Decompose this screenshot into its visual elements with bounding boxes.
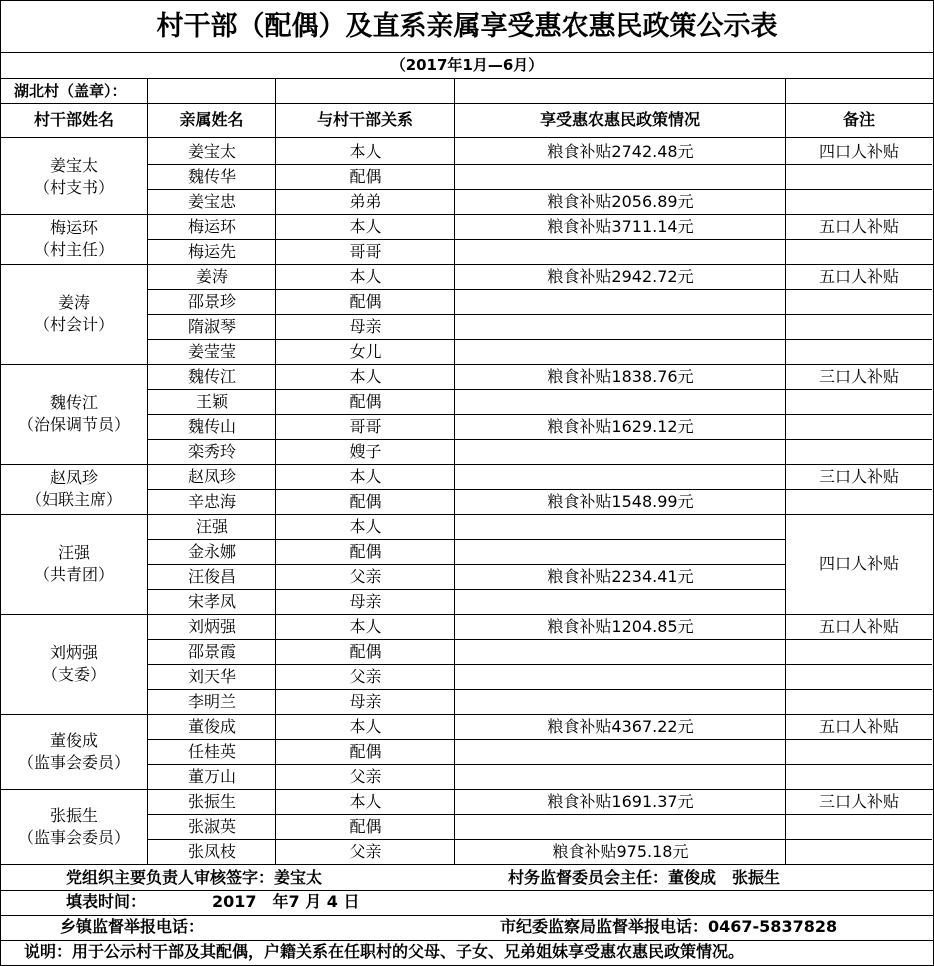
cadre-name: 张振生 — [49, 805, 98, 825]
cadre-role: （监事会委员） — [17, 827, 130, 847]
benefit: 粮食补贴975.18元 — [552, 841, 689, 861]
footer-rule — [0, 915, 934, 916]
benefit — [455, 239, 786, 264]
note-cell — [786, 489, 932, 514]
relation: 父亲 — [349, 766, 382, 786]
header-bottom-rule — [0, 137, 934, 138]
row-rule — [148, 814, 932, 815]
sheet-period: （2017年1月—6月） — [390, 55, 544, 74]
benefit — [455, 639, 786, 664]
header-relative-name: 亲属姓名 — [179, 110, 244, 130]
note-cell — [786, 189, 932, 214]
group-rule — [0, 364, 934, 365]
benefit: 粮食补贴3711.14元 — [547, 216, 694, 236]
relation: 本人 — [349, 141, 382, 161]
relative-name: 梅运先 — [187, 241, 236, 261]
relative-name: 李明兰 — [187, 691, 236, 711]
benefit — [455, 289, 786, 314]
relative-name: 姜宝忠 — [187, 191, 236, 211]
cadre-name: 董俊成 — [49, 730, 98, 750]
relation: 本人 — [349, 266, 382, 286]
header-benefit: 享受惠农惠民政策情况 — [539, 110, 700, 130]
note-cell — [786, 239, 932, 264]
relation: 哥哥 — [349, 241, 382, 261]
relation: 配偶 — [349, 491, 382, 511]
relative-name: 张振生 — [187, 791, 236, 811]
cadre-name: 汪强 — [57, 543, 90, 563]
benefit — [455, 739, 786, 764]
row-rule — [148, 589, 786, 590]
benefit — [455, 389, 786, 414]
relative-name: 姜莹莹 — [187, 341, 236, 361]
relative-name: 隋淑琴 — [187, 316, 236, 336]
relative-name: 汪强 — [195, 516, 228, 536]
note-cell: 五口人补贴 — [818, 266, 899, 286]
header-relation: 与村干部关系 — [316, 110, 413, 130]
note-cell — [786, 739, 932, 764]
note-cell: 五口人补贴 — [818, 216, 899, 236]
cadre-cell — [1, 614, 147, 714]
relation: 配偶 — [349, 741, 382, 761]
cadre-role: （共青团） — [33, 565, 114, 584]
relation: 本人 — [349, 366, 382, 386]
relation: 嫂子 — [349, 441, 382, 461]
relation: 母亲 — [349, 691, 382, 711]
column-rule — [147, 78, 148, 864]
cadre-name: 梅运环 — [49, 218, 98, 238]
note-cell — [786, 664, 932, 689]
benefit — [455, 689, 786, 714]
fill-date: 2017 年7 月 4 日 — [212, 892, 360, 912]
relation: 配偶 — [349, 816, 382, 836]
cadre-role: （支委） — [41, 665, 106, 684]
row-rule — [148, 564, 786, 565]
benefit: 粮食补贴2742.48元 — [547, 141, 694, 161]
note-cell — [786, 814, 932, 839]
note-cell — [786, 164, 932, 189]
cadre-role: （村支书） — [33, 177, 114, 197]
note-cell — [786, 414, 932, 439]
fill-date-label: 填表时间： — [66, 892, 147, 912]
relative-name: 金永娜 — [187, 541, 236, 561]
benefit — [455, 589, 786, 614]
row-rule — [148, 389, 932, 390]
cadre-name: 魏传江 — [49, 393, 98, 413]
benefit — [455, 339, 786, 364]
village-stamp-label: 湖北村（盖章）： — [14, 81, 127, 100]
benefit: 粮食补贴1838.76元 — [547, 366, 694, 386]
benefit — [455, 764, 786, 789]
row-rule — [148, 439, 932, 440]
note-cell: 三口人补贴 — [818, 366, 899, 386]
relative-name: 栾秀玲 — [187, 441, 236, 461]
benefit: 粮食补贴1204.85元 — [547, 616, 694, 636]
row-rule — [148, 339, 932, 340]
cadre-role: （治保调节员） — [17, 415, 130, 434]
relation: 父亲 — [349, 566, 382, 586]
cadre-cell — [1, 514, 147, 614]
explanation-note: 说明：用于公示村干部及其配偶，户籍关系在任职村的父母、子女、兄弟姐妹享受惠农惠民政策情况。 — [24, 942, 745, 962]
relation: 本人 — [349, 466, 382, 486]
benefit: 粮食补贴1629.12元 — [547, 416, 694, 436]
relation: 配偶 — [349, 541, 382, 561]
benefit — [455, 464, 786, 489]
relation: 配偶 — [349, 641, 382, 661]
column-rule — [785, 78, 786, 864]
relation: 女儿 — [349, 341, 382, 361]
cadre-role: （妇联主席） — [25, 490, 122, 509]
note-cell: 五口人补贴 — [818, 616, 899, 636]
cadre-cell — [1, 214, 147, 264]
relative-name: 赵凤珍 — [187, 466, 236, 486]
supervision-committee-director: 村务监督委员会主任：董俊成 张振生 — [508, 868, 781, 888]
benefit: 粮食补贴2942.72元 — [547, 266, 694, 286]
note-cell — [786, 314, 932, 339]
row-rule — [148, 164, 932, 165]
period-divider — [0, 78, 934, 79]
row-rule — [148, 664, 932, 665]
cadre-cell — [1, 139, 147, 214]
relation: 母亲 — [349, 591, 382, 611]
note-cell — [786, 339, 932, 364]
relative-name: 董万山 — [187, 766, 236, 786]
relative-name: 张淑英 — [187, 816, 236, 836]
relative-name: 刘天华 — [187, 666, 236, 686]
row-rule — [148, 239, 932, 240]
group-rule — [0, 714, 934, 715]
row-rule — [148, 289, 932, 290]
relation: 本人 — [349, 716, 382, 736]
group-rule — [0, 864, 934, 865]
relative-name: 魏传华 — [187, 166, 236, 186]
relation: 母亲 — [349, 316, 382, 336]
border-left — [0, 0, 1, 966]
group-rule — [0, 464, 934, 465]
relation: 哥哥 — [349, 416, 382, 436]
benefit — [455, 314, 786, 339]
note-cell — [786, 839, 932, 864]
row-rule — [148, 314, 932, 315]
footer-rule — [0, 890, 934, 891]
note-cell: 四口人补贴 — [818, 141, 899, 161]
relation: 配偶 — [349, 391, 382, 411]
note-cell — [786, 639, 932, 664]
benefit: 粮食补贴1691.37元 — [547, 791, 694, 811]
row-rule — [148, 764, 932, 765]
benefit: 粮食补贴2234.41元 — [547, 566, 694, 586]
note-cell — [786, 389, 932, 414]
relation: 本人 — [349, 216, 382, 236]
group-rule — [0, 789, 934, 790]
relative-name: 魏传山 — [187, 416, 236, 436]
cadre-cell — [1, 714, 147, 789]
benefit — [455, 439, 786, 464]
cadre-name: 赵凤珍 — [49, 468, 98, 488]
benefit: 粮食补贴4367.22元 — [547, 716, 694, 736]
town-report-phone: 乡镇监督举报电话： — [60, 917, 205, 937]
relation: 父亲 — [349, 841, 382, 861]
header-note: 备注 — [842, 110, 875, 130]
footer-rule — [0, 940, 934, 941]
border-top — [0, 0, 934, 1]
group-rule — [0, 264, 934, 265]
relative-name: 任桂英 — [187, 741, 236, 761]
relative-name: 姜宝太 — [187, 141, 236, 161]
village-divider — [0, 103, 934, 104]
benefit — [455, 514, 786, 539]
cadre-name: 刘炳强 — [49, 643, 98, 663]
relative-name: 刘炳强 — [187, 616, 236, 636]
cadre-role: （村主任） — [33, 240, 114, 259]
group-rule — [0, 214, 934, 215]
group-rule — [0, 514, 934, 515]
cadre-cell — [1, 364, 147, 464]
relative-name: 董俊成 — [187, 716, 236, 736]
relative-name: 魏传江 — [187, 366, 236, 386]
row-rule — [148, 739, 932, 740]
row-rule — [148, 639, 932, 640]
note-cell: 四口人补贴 — [818, 554, 899, 574]
relative-name: 梅运环 — [187, 216, 236, 236]
row-rule — [148, 414, 932, 415]
row-rule — [148, 689, 932, 690]
relative-name: 王颖 — [195, 391, 228, 411]
column-rule — [275, 78, 276, 864]
note-cell: 五口人补贴 — [818, 716, 899, 736]
benefit — [455, 814, 786, 839]
row-rule — [148, 839, 932, 840]
cadre-name: 姜宝太 — [49, 155, 98, 175]
row-rule — [148, 189, 932, 190]
note-cell — [786, 289, 932, 314]
party-leader-signature: 党组织主要负责人审核签字：姜宝太 — [66, 868, 323, 888]
relative-name: 邵景霞 — [187, 641, 236, 661]
relative-name: 邵景珍 — [187, 291, 236, 311]
relation: 本人 — [349, 516, 382, 536]
group-rule — [0, 614, 934, 615]
row-rule — [148, 539, 786, 540]
column-rule — [454, 78, 455, 864]
header-cadre-name: 村干部姓名 — [33, 110, 114, 130]
city-report-phone: 市纪委监察局监督举报电话：0467-5837828 — [500, 917, 838, 937]
benefit: 粮食补贴1548.99元 — [547, 491, 694, 511]
benefit — [455, 164, 786, 189]
benefit — [455, 539, 786, 564]
relation: 配偶 — [349, 291, 382, 311]
relation: 父亲 — [349, 666, 382, 686]
note-cell: 三口人补贴 — [818, 791, 899, 811]
benefit — [455, 664, 786, 689]
note-cell — [786, 439, 932, 464]
relative-name: 姜涛 — [195, 266, 228, 286]
note-cell: 三口人补贴 — [818, 466, 899, 486]
note-cell — [786, 764, 932, 789]
relative-name: 张凤枝 — [187, 841, 236, 861]
cadre-cell — [1, 789, 147, 864]
cadre-cell — [1, 464, 147, 514]
title-divider — [0, 52, 934, 53]
relation: 弟弟 — [349, 191, 382, 211]
relation: 本人 — [349, 616, 382, 636]
relative-name: 汪俊昌 — [187, 566, 236, 586]
relative-name: 辛忠海 — [187, 491, 236, 511]
benefit: 粮食补贴2056.89元 — [547, 191, 694, 211]
cadre-name: 姜涛 — [57, 293, 90, 313]
relation: 本人 — [349, 791, 382, 811]
relative-name: 宋孝凤 — [187, 591, 236, 611]
sheet-title: 村干部（配偶）及直系亲属享受惠农惠民政策公示表 — [156, 10, 778, 42]
row-rule — [148, 489, 932, 490]
note-cell — [786, 689, 932, 714]
relation: 配偶 — [349, 166, 382, 186]
cadre-role: （村会计） — [33, 315, 114, 334]
cadre-cell — [1, 264, 147, 364]
cadre-role: （监事会委员） — [17, 752, 130, 772]
